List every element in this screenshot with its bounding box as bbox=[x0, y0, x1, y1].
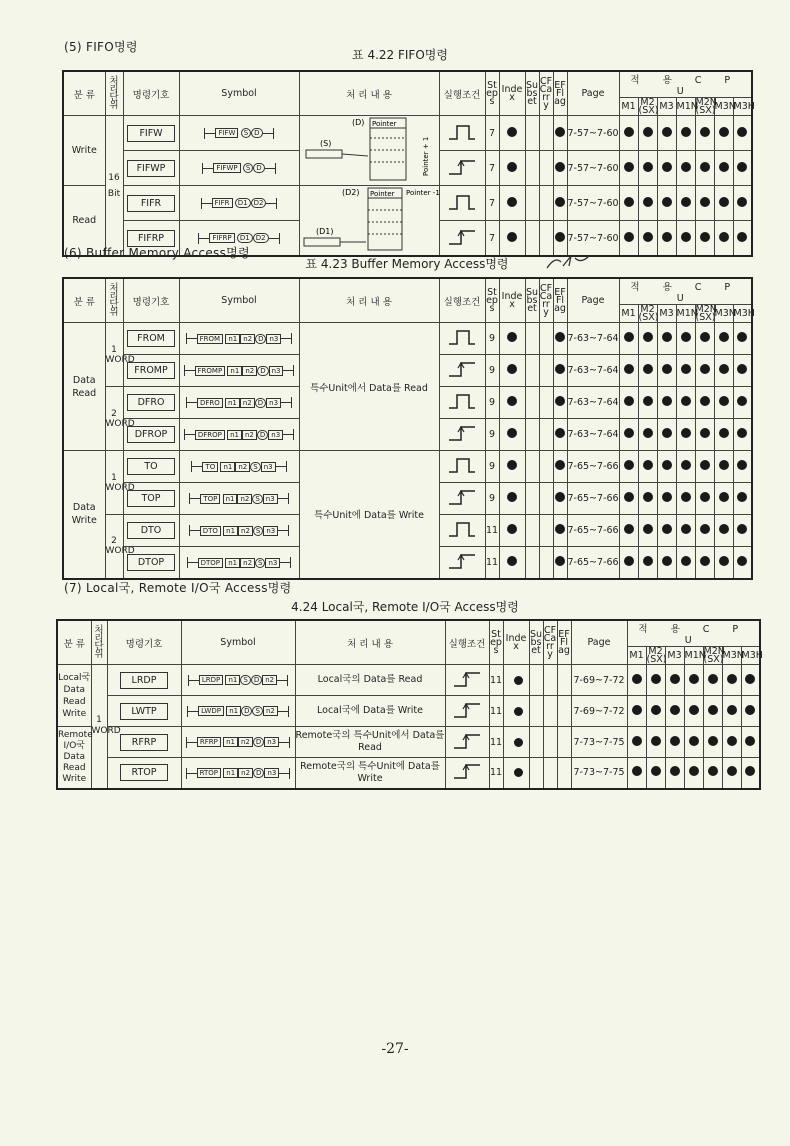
table-4-22-title: 표 4.22 FIFO명령 bbox=[352, 48, 448, 62]
page-ref: 7-63~7-64 bbox=[567, 323, 619, 355]
local-remote-table bbox=[56, 619, 761, 790]
steps-value: 9 bbox=[485, 451, 499, 483]
page-ref: 7-63~7-64 bbox=[567, 419, 619, 451]
table-row bbox=[63, 186, 752, 221]
page-ref: 7-65~7-66 bbox=[567, 515, 619, 547]
col-cf: CF Carry bbox=[543, 620, 557, 665]
col-cpu: 적 용 C P U bbox=[627, 620, 760, 647]
handwritten-mark bbox=[545, 252, 595, 272]
page-ref: 7-73~7-75 bbox=[571, 727, 627, 758]
col-index: Index bbox=[499, 71, 525, 116]
diag-pointer-minus: Pointer -1 bbox=[406, 189, 440, 197]
table-row bbox=[57, 758, 760, 789]
cpu-m3h: M3H bbox=[741, 647, 760, 665]
cpu-m3: M3 bbox=[657, 98, 676, 116]
cpu-m3h: M3H bbox=[733, 98, 752, 116]
table-row bbox=[63, 451, 752, 483]
col-mnemonic: 명령기호 bbox=[123, 71, 179, 116]
cpu-m2n: M2N (SX) bbox=[695, 303, 717, 323]
section-7-heading: (7) Local국, Remote I/O국 Access명령 bbox=[64, 581, 292, 595]
ladder-symbol: DFRO n1 n2 D n3 bbox=[186, 399, 292, 407]
col-index: Index bbox=[503, 620, 529, 665]
mnemonic: LRDP bbox=[120, 672, 168, 689]
ladder-symbol: LRDP n1 S D n2 bbox=[188, 676, 288, 684]
ladder-symbol: DTOP n1 n2 S n3 bbox=[187, 559, 292, 567]
ladder-symbol: FIFRP D1 D2 bbox=[198, 234, 279, 242]
process-write-text: 특수Unit에 Data를 Write bbox=[299, 451, 439, 579]
table-row bbox=[57, 696, 760, 727]
col-cf: CF Carry bbox=[539, 71, 553, 116]
table-row bbox=[63, 323, 752, 355]
col-bunryu: 분 류 bbox=[63, 71, 105, 116]
cpu-m2: M2 (SX) bbox=[646, 645, 667, 665]
level-condition-icon bbox=[447, 123, 477, 141]
category-data-write: Data Write bbox=[63, 451, 105, 579]
cpu-m2: M2 (SX) bbox=[638, 96, 659, 116]
ladder-symbol: TOP n1 n2 S n3 bbox=[189, 495, 288, 503]
col-condition: 실행조건 bbox=[445, 620, 489, 665]
process-text: Local국에 Data를 Write bbox=[295, 696, 445, 727]
ladder-symbol: FROM n1 n2 D n3 bbox=[186, 335, 293, 343]
index-dot bbox=[507, 127, 517, 137]
col-ef: EF Flag bbox=[553, 71, 567, 116]
steps-value: 7 bbox=[485, 116, 499, 151]
col-subset: Subset bbox=[525, 71, 539, 116]
cpu-m3n: M3N bbox=[714, 98, 733, 116]
col-bunryu: 분 류 bbox=[63, 278, 105, 323]
page-ref: 7-65~7-66 bbox=[567, 483, 619, 515]
cpu-m3h: M3H bbox=[733, 305, 752, 323]
process-read-text: 특수Unit에서 Data를 Read bbox=[299, 323, 439, 451]
cpu-m3: M3 bbox=[665, 647, 684, 665]
col-page: Page bbox=[567, 278, 619, 323]
unit-2word: 2 WORD bbox=[105, 387, 123, 451]
page-ref: 7-57~7-60 bbox=[567, 186, 619, 221]
mnemonic: TOP bbox=[127, 490, 175, 507]
mnemonic: DTO bbox=[127, 522, 175, 539]
table-4-23-title: 표 4.23 Buffer Memory Access명령 bbox=[305, 257, 509, 271]
col-ef: EF Flag bbox=[553, 278, 567, 323]
category-local: Local국 Data Read Write bbox=[57, 665, 91, 727]
cpu-m2: M2 (SX) bbox=[638, 303, 659, 323]
steps-value: 11 bbox=[489, 758, 503, 789]
ladder-symbol: FROMP n1 n2 D n3 bbox=[184, 367, 295, 375]
col-page: Page bbox=[567, 71, 619, 116]
col-datasize: 처리단위 bbox=[91, 620, 107, 665]
cpu-m3n: M3N bbox=[714, 305, 733, 323]
section-6-heading: (6) Buffer Memory Access명령 bbox=[64, 246, 250, 260]
ladder-symbol: FIFWP S D bbox=[202, 164, 275, 172]
cpu-m1: M1 bbox=[619, 305, 638, 323]
ladder-symbol: TO n1 n2 S n3 bbox=[191, 463, 286, 471]
mnemonic: FIFRP bbox=[127, 230, 175, 247]
unit-1word: 1 WORD bbox=[91, 665, 107, 789]
cpu-m2n: M2N (SX) bbox=[695, 96, 717, 116]
col-mnemonic: 명령기호 bbox=[123, 278, 179, 323]
col-process: 처 리 내 용 bbox=[299, 278, 439, 323]
diag-d1-label: (D1) bbox=[316, 227, 334, 236]
col-symbol: Symbol bbox=[179, 71, 299, 116]
table-row bbox=[57, 665, 760, 696]
process-text: Remote국의 특수Unit에서 Data를 Read bbox=[295, 727, 445, 758]
category-read: Read bbox=[63, 186, 105, 257]
mnemonic: FIFW bbox=[127, 125, 175, 142]
mnemonic: DTOP bbox=[127, 554, 175, 571]
fifo-write-diagram bbox=[299, 116, 439, 186]
unit-16bit: 16 Bit bbox=[105, 116, 123, 257]
col-datasize: 처리단위 bbox=[105, 278, 123, 323]
process-text: Remote국의 특수Unit에 Data를 Write bbox=[295, 758, 445, 789]
col-symbol: Symbol bbox=[179, 278, 299, 323]
mnemonic: DFRO bbox=[127, 394, 175, 411]
page-ref: 7-63~7-64 bbox=[567, 387, 619, 419]
page-ref: 7-65~7-66 bbox=[567, 547, 619, 579]
cpu-m1n: M1N bbox=[676, 305, 695, 323]
cpu-m1n: M1N bbox=[684, 647, 703, 665]
table-row bbox=[57, 727, 760, 758]
diag-pointer-plus: Pointer + 1 bbox=[422, 136, 430, 176]
cpu-m1: M1 bbox=[627, 647, 646, 665]
ladder-symbol: DTO n1 n2 S n3 bbox=[189, 527, 290, 535]
page-number: -27- bbox=[381, 1041, 409, 1057]
steps-value: 9 bbox=[485, 355, 499, 387]
table-row bbox=[63, 116, 752, 151]
page-ref: 7-73~7-75 bbox=[571, 758, 627, 789]
unit-1word: 1 WORD bbox=[105, 451, 123, 515]
col-cf: CF Carry bbox=[539, 278, 553, 323]
process-text: Local국의 Data를 Read bbox=[295, 665, 445, 696]
category-write: Write bbox=[63, 116, 105, 186]
steps-value: 7 bbox=[485, 186, 499, 221]
category-remote: Remote I/O국 Data Read Write bbox=[57, 727, 91, 789]
mnemonic: FIFWP bbox=[127, 160, 175, 177]
cpu-m3n: M3N bbox=[722, 647, 741, 665]
col-condition: 실행조건 bbox=[439, 71, 485, 116]
col-datasize: 처리단위 bbox=[105, 71, 123, 116]
col-process: 처 리 내 용 bbox=[295, 620, 445, 665]
col-process: 처 리 내 용 bbox=[299, 71, 439, 116]
col-cpu: 적 용 C P U bbox=[619, 278, 752, 305]
page-ref: 7-57~7-60 bbox=[567, 116, 619, 151]
ladder-symbol: FIFW S D bbox=[204, 129, 273, 137]
pulse-condition-icon bbox=[447, 158, 477, 176]
diag-pointer-label: Pointer bbox=[372, 120, 397, 128]
category-data-read: Data Read bbox=[63, 323, 105, 451]
steps-value: 11 bbox=[485, 547, 499, 579]
steps-value: 7 bbox=[485, 151, 499, 186]
section-5-heading: (5) FIFO명령 bbox=[64, 40, 138, 54]
ladder-symbol: DFROP n1 n2 D n3 bbox=[184, 431, 294, 439]
page-ref: 7-57~7-60 bbox=[567, 221, 619, 256]
page-ref: 7-69~7-72 bbox=[571, 665, 627, 696]
diag-d-label: (D) bbox=[352, 118, 365, 127]
col-steps: Steps bbox=[485, 71, 499, 116]
fifo-read-diagram bbox=[299, 186, 439, 257]
mnemonic: FROMP bbox=[127, 362, 175, 379]
ef-dot bbox=[555, 127, 565, 137]
col-condition: 실행조건 bbox=[439, 278, 485, 323]
mnemonic: RFRP bbox=[120, 734, 168, 751]
unit-1word: 1 WORD bbox=[105, 323, 123, 387]
page-ref: 7-69~7-72 bbox=[571, 696, 627, 727]
mnemonic: DFROP bbox=[127, 426, 175, 443]
col-steps: Steps bbox=[485, 278, 499, 323]
mnemonic: LWTP bbox=[120, 703, 168, 720]
ladder-symbol: LWDP n1 D S n2 bbox=[187, 707, 289, 715]
col-page: Page bbox=[571, 620, 627, 665]
col-cpu: 적 용 C P U bbox=[619, 71, 752, 98]
steps-value: 11 bbox=[489, 696, 503, 727]
page-ref: 7-65~7-66 bbox=[567, 451, 619, 483]
unit-2word: 2 WORD bbox=[105, 515, 123, 579]
col-subset: Subset bbox=[525, 278, 539, 323]
steps-value: 7 bbox=[485, 221, 499, 256]
fifo-table bbox=[62, 70, 753, 257]
col-steps: Steps bbox=[489, 620, 503, 665]
buffer-memory-table bbox=[62, 277, 753, 580]
col-mnemonic: 명령기호 bbox=[107, 620, 181, 665]
diag-pointer-label-2: Pointer bbox=[370, 190, 395, 198]
col-subset: Subset bbox=[529, 620, 543, 665]
ladder-symbol: RTOP n1 n2 D n3 bbox=[186, 769, 291, 777]
steps-value: 11 bbox=[489, 665, 503, 696]
mnemonic: FIFR bbox=[127, 195, 175, 212]
ladder-symbol: RFRP n1 n2 D n3 bbox=[186, 738, 290, 746]
mnemonic: FROM bbox=[127, 330, 175, 347]
steps-value: 11 bbox=[485, 515, 499, 547]
col-bunryu: 분 류 bbox=[57, 620, 91, 665]
cpu-m2n: M2N (SX) bbox=[703, 645, 725, 665]
ladder-symbol: FIFR D1 D2 bbox=[201, 199, 278, 207]
cpu-m1n: M1N bbox=[676, 98, 695, 116]
cpu-m3: M3 bbox=[657, 305, 676, 323]
steps-value: 9 bbox=[485, 483, 499, 515]
page-ref: 7-57~7-60 bbox=[567, 151, 619, 186]
cpu-m1: M1 bbox=[619, 98, 638, 116]
table-4-24-title: 4.24 Local국, Remote I/O국 Access명령 bbox=[291, 600, 519, 614]
col-symbol: Symbol bbox=[181, 620, 295, 665]
page-ref: 7-63~7-64 bbox=[567, 355, 619, 387]
steps-value: 9 bbox=[485, 387, 499, 419]
col-index: Index bbox=[499, 278, 525, 323]
steps-value: 9 bbox=[485, 419, 499, 451]
steps-value: 9 bbox=[485, 323, 499, 355]
col-ef: EF Flag bbox=[557, 620, 571, 665]
mnemonic: TO bbox=[127, 458, 175, 475]
steps-value: 11 bbox=[489, 727, 503, 758]
diag-s-label: (S) bbox=[320, 139, 332, 148]
diag-d2-label: (D2) bbox=[342, 188, 360, 197]
mnemonic: RTOP bbox=[120, 764, 168, 781]
